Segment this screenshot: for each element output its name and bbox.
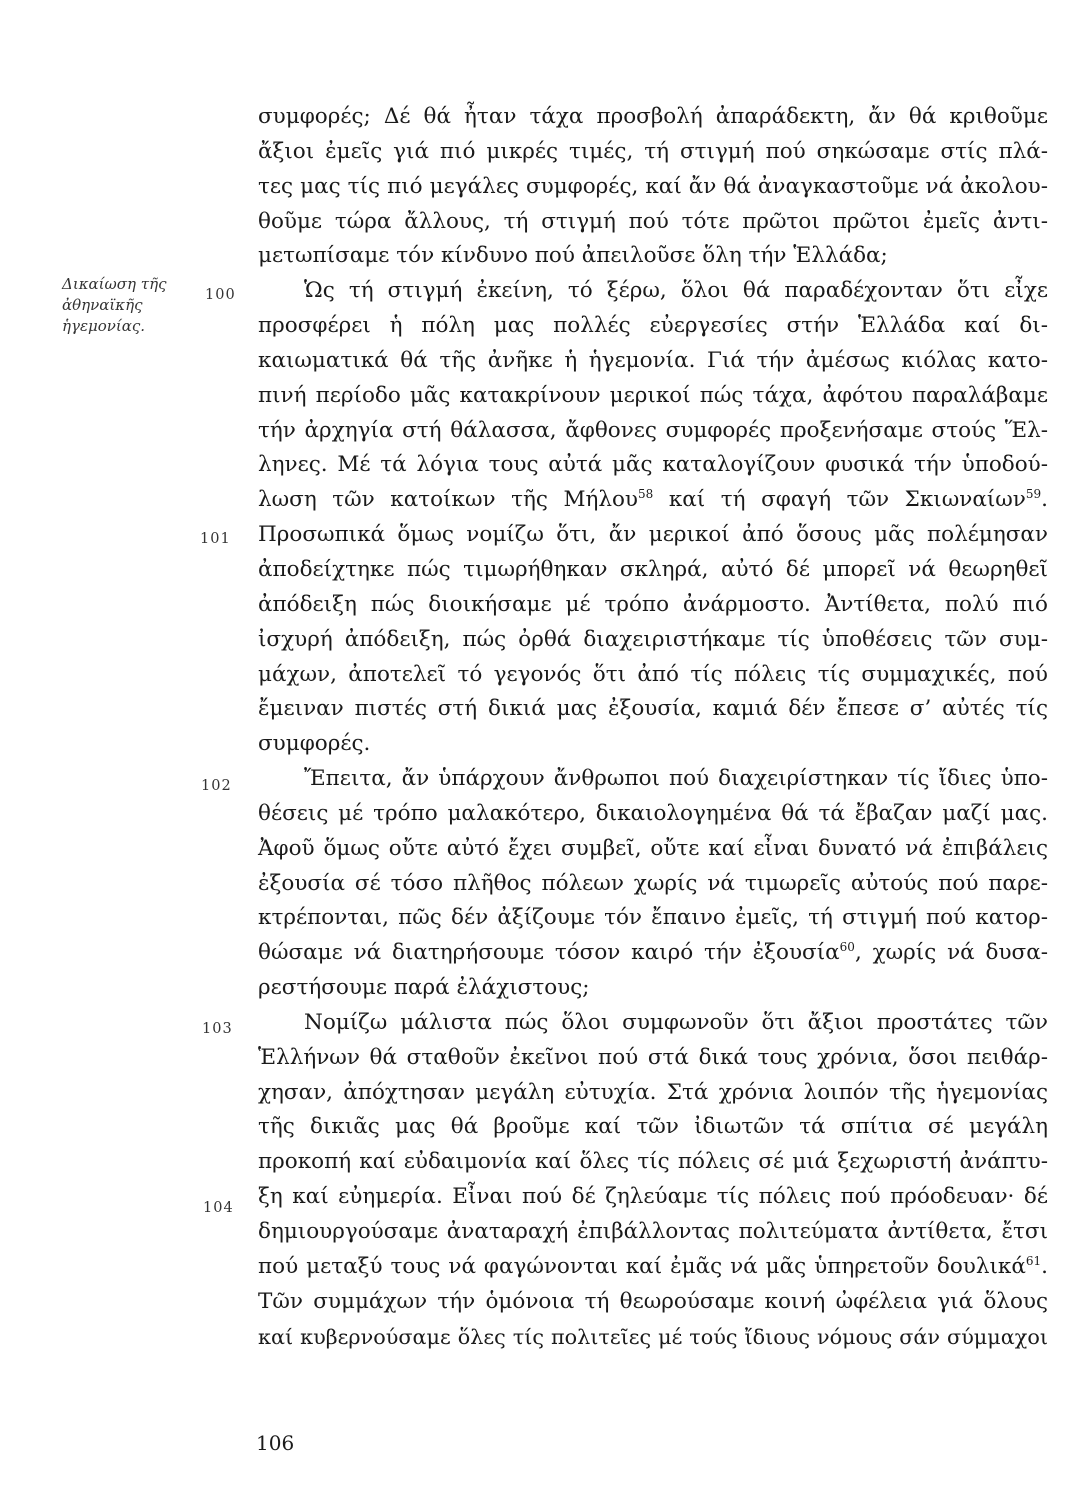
text-segment: καί τή σφαγή τῶν Σκιωναίων: [653, 487, 1026, 513]
text-line: ἀποδείχτηκε πώς τιμωρήθηκαν σκληρά, αὐτό δέ μπορεῖ νά θεωρηθεῖ: [258, 556, 1048, 582]
text-line: θέσεις μέ τρόπο μαλακότερο, δικαιολογημένα θά τά ἔβαζαν μαζί μας.: [258, 800, 1048, 826]
section-number-101: 101: [200, 531, 231, 547]
margin-note: [62, 274, 212, 337]
text-line: προσφέρει ἡ πόλη μας πολλές εὐεργεσίες στήν Ἑλλάδα καί δι-: [258, 313, 1048, 339]
page-number: 106: [256, 1431, 295, 1455]
text-line: ἀπόδειξη πώς διοικήσαμε μέ τρόπο ἀνάρμοστο. Ἀντίθετα, πολύ πιό: [258, 591, 1048, 617]
text-segment: λωση τῶν κατοίκων τῆς Μήλου: [258, 487, 639, 513]
footnote-ref-59: 59: [1025, 487, 1042, 502]
text-line: κτρέπονται, πῶς δέν ἀξίζουμε τόν ἔπαινο ἐμεῖς, τή στιγμή πού κατορ-: [258, 905, 1048, 931]
footnote-ref-60: 60: [839, 940, 855, 955]
margin-note-line: Δικαίωση τῆς: [62, 275, 167, 293]
text-line: προκοπή καί εὐδαιμονία καί ὅλες τίς πόλεις σέ μιά ξεχωριστή ἀνάπτυ-: [258, 1149, 1048, 1175]
text-line: [258, 483, 1048, 518]
text-line: Ἑλλήνων θά σταθοῦν ἐκεῖνοι πού στά δικά τους χρόνια, ὅσοι πειθάρ-: [258, 1044, 1048, 1070]
text-line: τῆς δικιᾶς μας θά βροῦμε καί τῶν ἰδιωτῶν τά σπίτια σέ μεγάλη: [258, 1114, 1048, 1140]
footnote-ref-61: 61: [1025, 1253, 1042, 1268]
section-number-103: 103: [202, 1021, 233, 1037]
margin-note-line: ἀθηναϊκῆς: [62, 296, 143, 314]
text-line: χησαν, ἀπόχτησαν μεγάλη εὐτυχία. Στά χρόνια λοιπόν τῆς ἡγεμονίας: [258, 1079, 1048, 1105]
text-line: [258, 1250, 1048, 1285]
text-line: δημιουργούσαμε ἀναταραχή ἐπιβάλλοντας πολιτεύματα ἀντίθετα, ἔτσι: [258, 1219, 1048, 1244]
text-line: τήν ἀρχηγία στή θάλασσα, ἄφθονες συμφορές προξενήσαμε στούς Ἕλ-: [258, 417, 1048, 443]
text-line: Νομίζω μάλιστα πώς ὅλοι συμφωνοῦν ὅτι ἄξιοι προστάτες τῶν: [304, 1009, 1048, 1035]
text-segment: , χωρίς νά δυσα-: [854, 940, 1048, 966]
text-line: καί κυβερνούσαμε ὅλες τίς πολιτεῖες μέ τούς ἴδιους νόμους σάν σύμμαχοι: [258, 1324, 1048, 1349]
text-line: Προσωπικά ὅμως νομίζω ὅτι, ἄν μερικοί ἀπό ὅσους μᾶς πολέμησαν: [258, 522, 1048, 548]
text-segment: .: [1041, 487, 1049, 513]
text-line: ἰσχυρή ἀπόδειξη, πώς ὀρθά διαχειριστήκαμε τίς ὑποθέσεις τῶν συμ-: [258, 626, 1048, 652]
text-line: μάχων, ἀποτελεῖ τό γεγονός ὅτι ἀπό τίς πόλεις τίς συμμαχικές, πού: [258, 661, 1048, 687]
footnote-ref-58: 58: [638, 487, 654, 502]
text-line: θοῦμε τώρα ἄλλους, τή στιγμή πού τότε πρῶτοι πρῶτοι ἐμεῖς ἀντι-: [258, 208, 1048, 234]
text-line: [258, 936, 1048, 971]
section-number-104: 104: [203, 1200, 234, 1216]
text-line: καιωματικά θά τῆς ἀνῆκε ἡ ἡγεμονία. Γιά τήν ἀμέσως κιόλας κατο-: [258, 347, 1048, 373]
text-line: πινή περίοδο μᾶς κατακρίνουν μερικοί πώς τάχα, ἀφότου παραλάβαμε: [258, 382, 1048, 408]
text-line: ἄξιοι ἐμεῖς γιά πιό μικρές τιμές, τή στιγμή πού σηκώσαμε στίς πλά-: [258, 138, 1048, 164]
section-number-100: 100: [205, 287, 236, 303]
margin-note-line: ἡγεμονίας.: [62, 317, 146, 335]
text-line: συμφορές.: [258, 731, 371, 757]
text-line: ἐξουσία σέ τόσο πλῆθος πόλεων χωρίς νά τιμωρεῖς αὐτούς πού παρε-: [258, 870, 1048, 896]
text-line: μετωπίσαμε τόν κίνδυνο πού ἀπειλοῦσε ὅλη τήν Ἑλλάδα;: [258, 243, 888, 269]
text-line: ἔμειναν πιστές στή δικιά μας ἐξουσία, καμιά δέν ἔπεσε σ’ αὐτές τίς: [258, 696, 1048, 722]
text-segment: .: [1041, 1253, 1048, 1279]
main-text: [258, 100, 1048, 1354]
text-line: ληνες. Μέ τά λόγια τους αὐτά μᾶς καταλογίζουν φυσικά τήν ὑποδού-: [258, 452, 1048, 478]
text-line: ρεστήσουμε παρά ἐλάχιστους;: [258, 975, 590, 1001]
text-segment: θώσαμε νά διατηρήσουμε τόσον καιρό τήν ἐξουσία: [258, 940, 840, 966]
text-line: Ἔπειτα, ἄν ὑπάρχουν ἄνθρωποι πού διαχειρίστηκαν τίς ἴδιες ὑπο-: [304, 766, 1048, 792]
section-number-102: 102: [201, 778, 232, 794]
text-line: Ὡς τή στιγμή ἐκείνη, τό ξέρω, ὅλοι θά παραδέχονταν ὅτι εἶχε: [304, 278, 1048, 304]
text-line: τες μας τίς πιό μεγάλες συμφορές, καί ἄν θά ἀναγκαστοῦμε νά ἀκολου-: [258, 173, 1048, 199]
text-line: Τῶν συμμάχων τήν ὁμόνοια τή θεωρούσαμε κοινή ὠφέλεια γιά ὅλους: [258, 1288, 1048, 1314]
text-line: ξη καί εὐημερία. Εἶναι πού δέ ζηλεύαμε τίς πόλεις πού πρόοδευαν· δέ: [258, 1184, 1048, 1210]
text-line: συμφορές; Δέ θά ἦταν τάχα προσβολή ἀπαράδεκτη, ἄν θά κριθοῦμε: [258, 104, 1048, 129]
text-segment: πού μεταξύ τους νά φαγώνονται καί ἐμᾶς νά μᾶς ὑπηρετοῦν δουλικά: [258, 1253, 1026, 1279]
text-line: Ἀφοῦ ὅμως οὔτε αὐτό ἔχει συμβεῖ, οὔτε καί εἶναι δυνατό νά ἐπιβάλεις: [258, 835, 1048, 861]
